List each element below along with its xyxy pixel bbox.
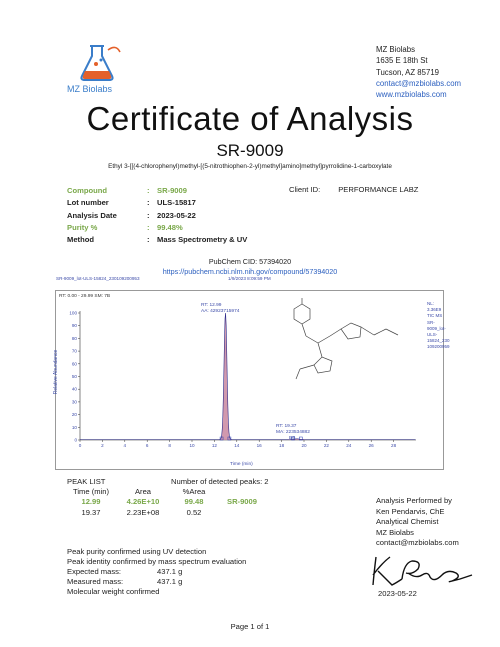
- chromatogram-panel: [53, 290, 450, 470]
- y-tick-label: 70: [71, 348, 77, 354]
- x-tick-label: 2: [101, 443, 104, 448]
- peak-area: 4.26E+10: [126, 497, 160, 507]
- table-row: [67, 497, 277, 507]
- y-tick-label: 40: [71, 386, 77, 392]
- peak-pct: 0.52: [186, 507, 202, 517]
- chromatogram-date: 1/9/2023 8:09:59 PM: [228, 276, 271, 281]
- analyst-title: Analytical Chemist: [376, 517, 439, 527]
- note-purity: Peak purity confirmed using UV detection: [67, 547, 207, 556]
- side-info-line: NL:: [427, 301, 435, 306]
- purity-value: 99.48%: [157, 222, 183, 232]
- compound-label: Compound: [67, 186, 108, 195]
- date-label: Analysis Date: [67, 210, 117, 220]
- peak2-rt: RT: 19.37: [276, 424, 297, 429]
- y-tick-label: 100: [69, 310, 77, 316]
- side-info-line: SR-: [427, 319, 435, 325]
- side-info-line: 9009_lot-: [427, 325, 446, 331]
- x-axis-label: Time (min): [230, 462, 253, 467]
- side-info-line: 109200959: [427, 344, 450, 350]
- peak-area: 2.23E+08: [126, 507, 160, 517]
- separator: :: [147, 210, 150, 220]
- peak-time: 12.99: [81, 497, 101, 507]
- separator: :: [147, 186, 150, 195]
- mz-biolabs-logo: [74, 40, 124, 84]
- chromatogram-trace: [80, 313, 415, 439]
- notes-block: [67, 547, 246, 597]
- x-tick-label: 0: [78, 443, 82, 448]
- purity-label: Purity %: [67, 222, 98, 232]
- expected-mass-label: Expected mass:: [67, 566, 122, 576]
- chart-side-info: [427, 301, 450, 351]
- page-footer: Page 1 of 1: [230, 622, 270, 631]
- company-website-link[interactable]: www.mzbiolabs.com: [376, 90, 447, 100]
- company-city: Tucson, AZ 85719: [376, 67, 439, 77]
- detected-peaks-label: Number of detected peaks: 2: [171, 477, 269, 486]
- separator: :: [147, 198, 150, 208]
- side-info-line: 3.36E9: [427, 307, 442, 313]
- chromatogram-file: SR-9009_lot-ULS-15824_230109200953: [56, 276, 140, 281]
- analyst-email: contact@mzbiolabs.com: [376, 538, 459, 548]
- lot-value: ULS-15817: [157, 198, 196, 208]
- note-identity: Peak identity confirmed by mass spectrum evaluation: [67, 556, 247, 566]
- table-row: [67, 508, 277, 518]
- peak2-area: MA: 223534882: [276, 430, 310, 435]
- measured-mass-label: Measured mass:: [67, 576, 124, 586]
- client-value: PERFORMANCE LABZ: [338, 185, 419, 194]
- y-tick-label: 30: [71, 399, 77, 405]
- note-mw: Molecular weight confirmed: [67, 586, 160, 596]
- expected-mass-value: 437.1 g: [157, 566, 183, 576]
- company-name: MZ Biolabs: [376, 45, 415, 54]
- x-tick-label: 6: [145, 443, 149, 448]
- x-tick-label: 22: [323, 443, 329, 448]
- x-tick-label: 28: [391, 443, 397, 448]
- client-label: Client ID:: [289, 185, 321, 194]
- side-info-line: TIC MS: [427, 313, 443, 319]
- y-tick-label: 0: [74, 437, 77, 443]
- measured-mass-value: 437.1 g: [157, 576, 183, 586]
- x-tick-label: 8: [168, 443, 171, 448]
- peak-time: 19.37: [81, 507, 101, 517]
- y-tick-label: 10: [71, 424, 77, 430]
- document-title: Certificate of Analysis: [86, 100, 414, 137]
- pubchem-block: [0, 257, 500, 278]
- peak-pct: 99.48: [184, 497, 204, 507]
- analyst-name: Ken Pendarvis, ChE: [376, 506, 445, 516]
- chemical-name: Ethyl 3-[[(4-chlorophenyl)methyl-[(5-nitrothiophen-2-yl)methyl]amino]methyl]pyrrolidine-1-carboxylate: [108, 163, 392, 170]
- y-tick-label: 50: [71, 374, 77, 379]
- x-tick-label: 14: [234, 443, 240, 448]
- side-info-line: 15824_230: [427, 338, 450, 344]
- lot-label: Lot number: [67, 198, 109, 208]
- info-block: [67, 185, 247, 246]
- analyst-company: MZ Biolabs: [376, 527, 414, 537]
- company-email-link[interactable]: contact@mzbiolabs.com: [376, 78, 462, 88]
- x-tick-label: 18: [279, 443, 285, 448]
- x-tick-label: 26: [368, 443, 374, 448]
- peak-fill: [220, 313, 232, 440]
- y-axis-label: Relative Abundance: [53, 349, 60, 395]
- pubchem-cid: PubChem CID: 57394020: [208, 257, 292, 266]
- peak1-area: AA: 42923715974: [201, 309, 240, 314]
- x-tick-label: 10: [189, 443, 195, 448]
- y-tick-label: 90: [71, 323, 77, 329]
- separator: :: [147, 222, 150, 232]
- signature-image: [368, 553, 478, 589]
- company-street: 1635 E 18th St: [376, 56, 428, 66]
- method-value: Mass Spectrometry & UV: [157, 235, 248, 245]
- side-info-line: ULS-: [427, 332, 438, 338]
- molecule-structure: [294, 298, 398, 379]
- peak-list: [67, 477, 277, 518]
- separator: :: [147, 235, 150, 245]
- logo-text: MZ Biolabs: [67, 84, 113, 94]
- peak-name: SR-9009: [227, 497, 257, 507]
- y-tick-label: 80: [71, 335, 77, 341]
- peak2-extra: BB: [289, 436, 296, 441]
- x-tick-label: 16: [256, 443, 262, 448]
- col-header-pct: %Area: [182, 487, 206, 497]
- x-tick-label: 4: [123, 443, 127, 448]
- signature-date: 2023-05-22: [378, 589, 417, 598]
- compound-value: SR-9009: [157, 186, 187, 195]
- method-label: Method: [67, 235, 94, 245]
- pubchem-link[interactable]: https://pubchem.ncbi.nlm.nih.gov/compound/57394020: [162, 267, 338, 277]
- chart-header: RT: 0.00 - 29.99 SM: 7B: [59, 294, 111, 299]
- peak1-rt: RT: 12.99: [201, 303, 222, 308]
- analyst-block: [376, 496, 459, 549]
- col-header-area: Area: [134, 487, 152, 497]
- company-address: [376, 44, 461, 100]
- chromatogram-chart: [56, 291, 445, 471]
- col-header-time: Time (min): [73, 487, 109, 497]
- date-value: 2023-05-22: [157, 210, 196, 220]
- analyst-line: Analysis Performed by: [376, 496, 452, 505]
- x-tick-label: 12: [211, 443, 217, 448]
- y-tick-label: 60: [71, 361, 77, 367]
- x-tick-label: 20: [301, 443, 307, 448]
- x-tick-label: 24: [346, 443, 352, 448]
- y-tick-label: 20: [71, 412, 77, 418]
- client-id: [289, 185, 436, 194]
- compound-code: SR-9009: [216, 141, 284, 160]
- peak-list-title: PEAK LIST: [67, 477, 106, 486]
